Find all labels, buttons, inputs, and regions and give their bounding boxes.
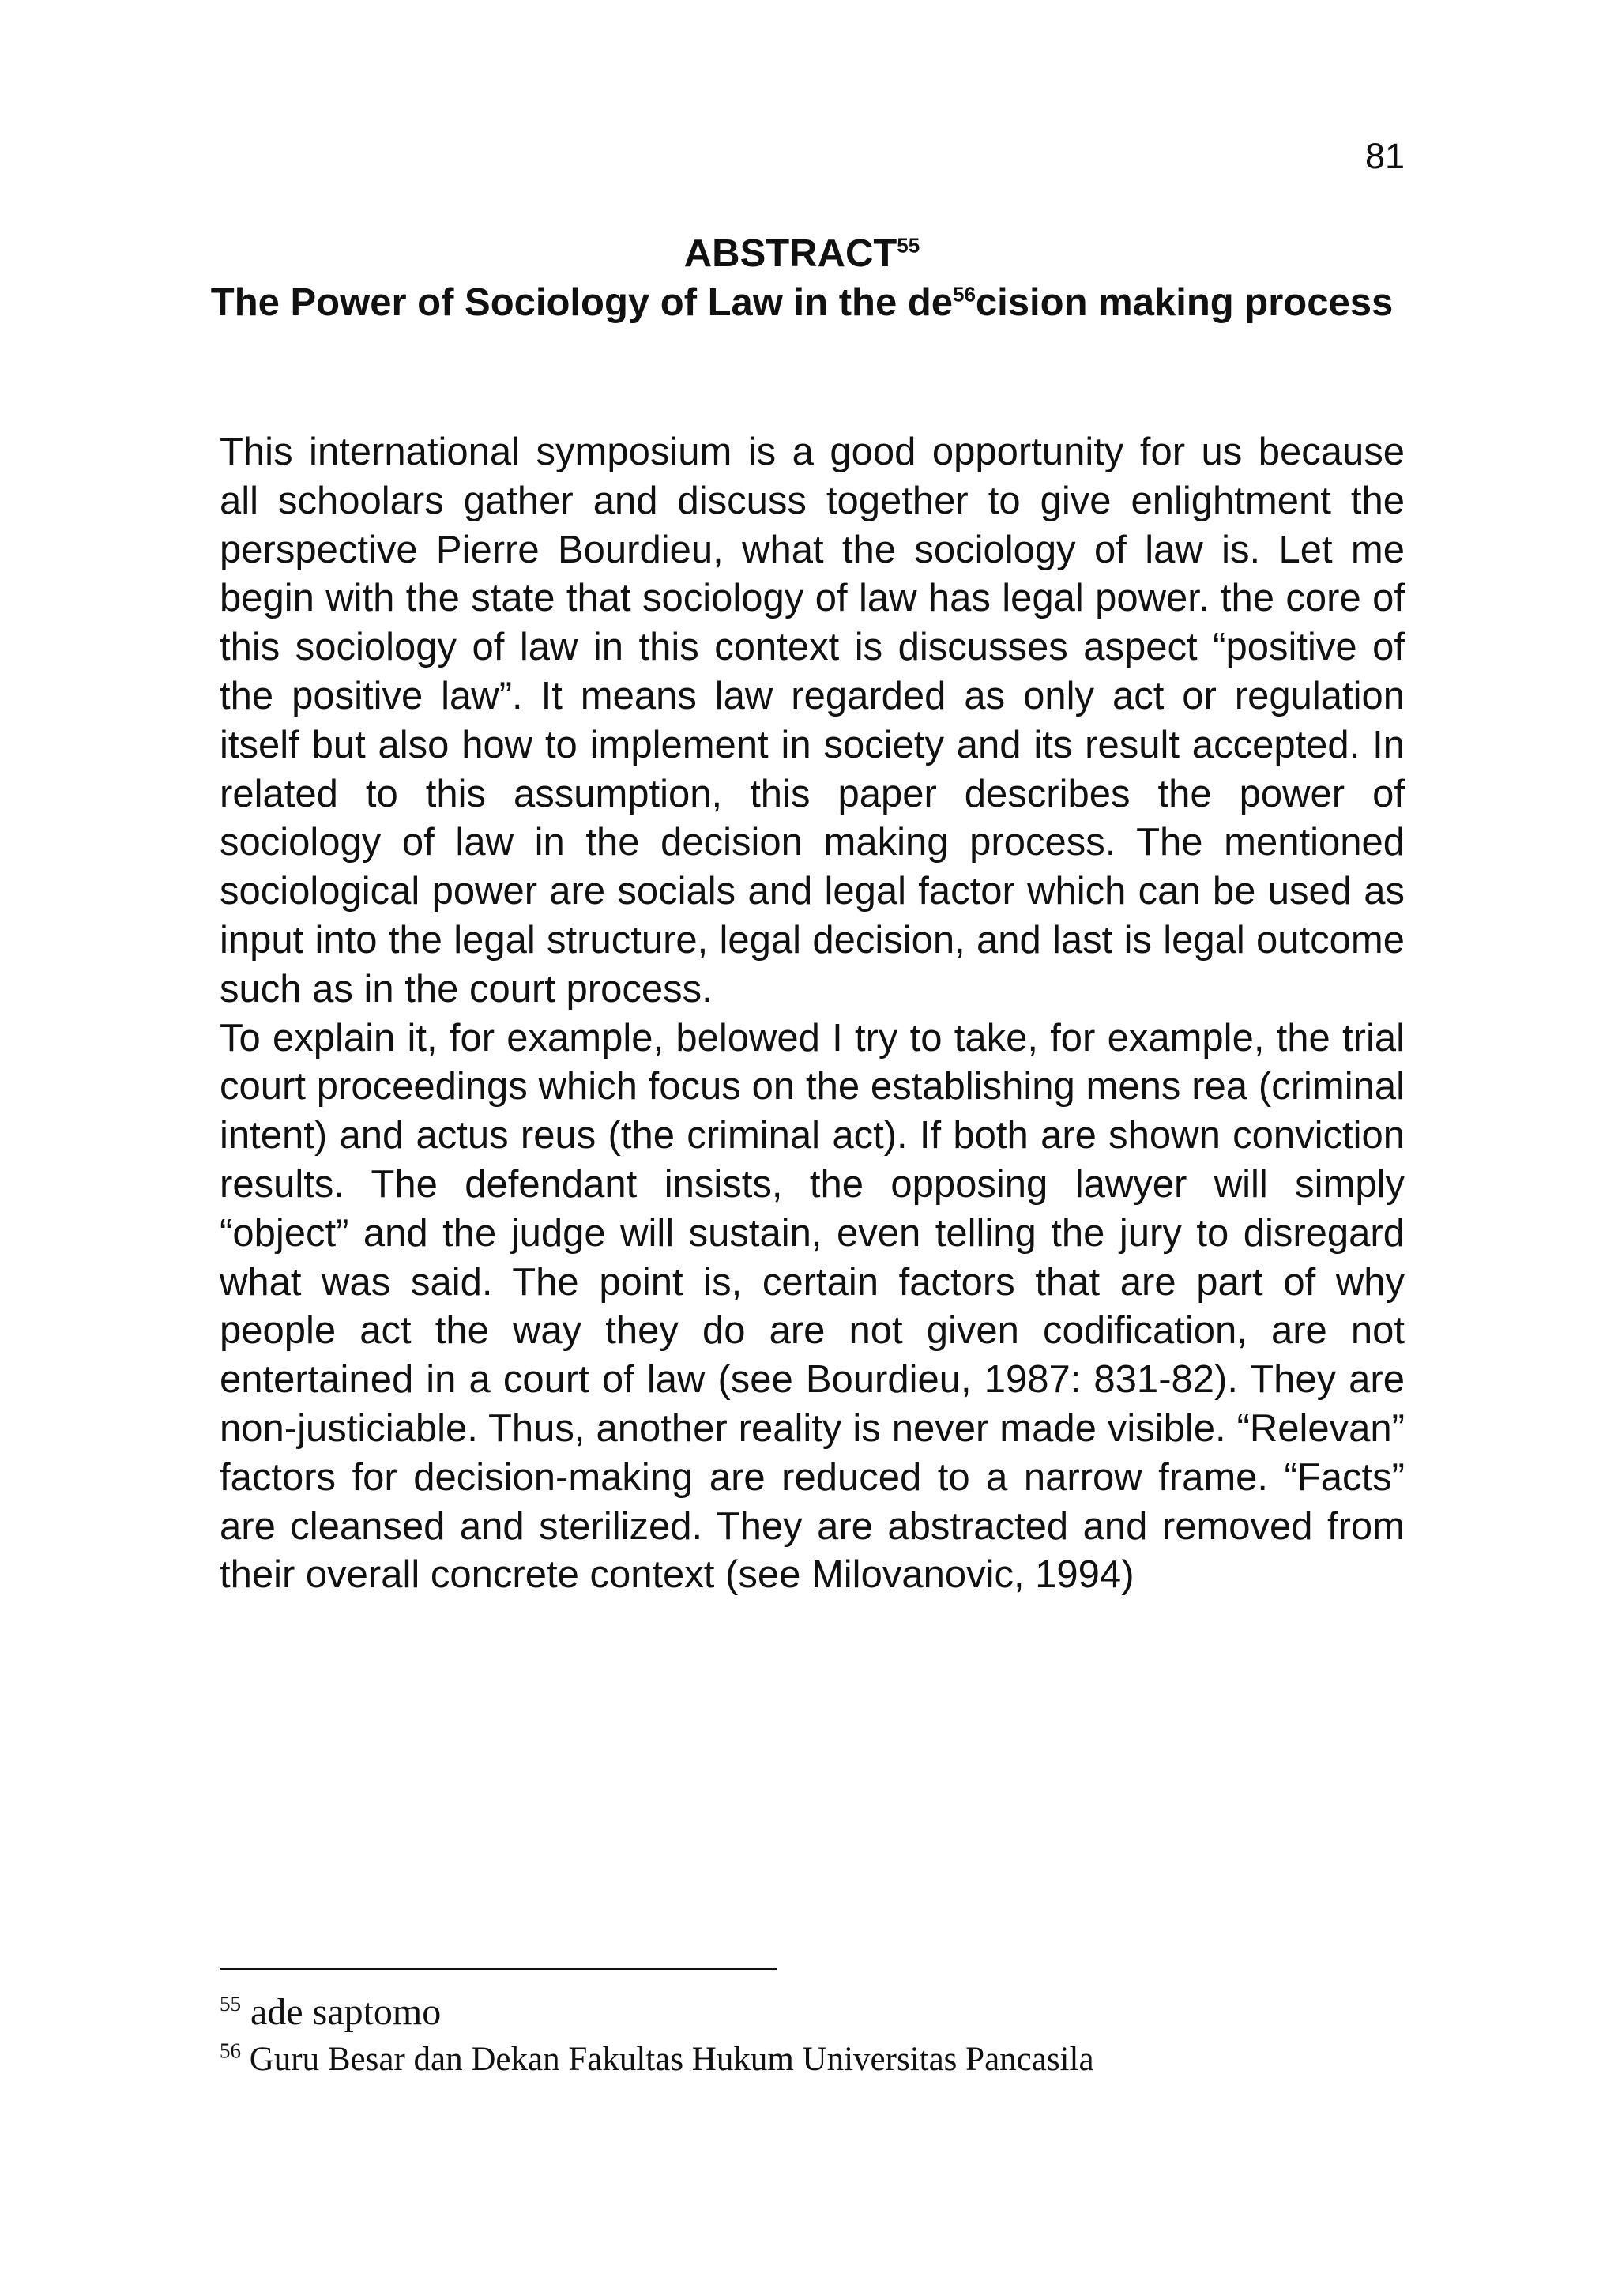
title-part-2: cision making process [975, 281, 1394, 324]
footnote-ref-55: 55 [897, 233, 920, 258]
footnote-56-text: Guru Besar dan Dekan Fakultas Hukum Universitas Pancasila [249, 2041, 1094, 2078]
abstract-body [220, 428, 1405, 1600]
footnote-55-text: ade saptomo [250, 1991, 442, 2033]
footnotes [220, 1988, 1405, 2083]
body-paragraph-2: To explain it, for example, belowed I try to take, for example, the trial court proceedings which focus on the establishing mens rea (criminal intent) and actus reus (the criminal act). If both are shown conviction results. The defendant insists, the opposing lawyer will simply “object” and the judge will sustain, even telling the jury to disregard what was said. The point is, certain factors that are part of why people act the way they do are not given codification, are not entertained in a court of law (see Bourdieu, 1987: 831-82). They are non-justiciable. Thus, another reality is never made visible. “Relevan” factors for decision-making are reduced to a narrow frame. “Facts” are cleansed and sterilized. They are abstracted and removed from their overall concrete context (see Milovanovic, 1994) [220, 1016, 1405, 1597]
footnote-56-number: 56 [220, 2038, 241, 2063]
document-title [198, 278, 1406, 327]
abstract-heading [198, 229, 1406, 327]
footnote-divider [220, 1968, 777, 1970]
footnote-56 [220, 2037, 1405, 2083]
body-paragraph-1: This international symposium is a good opportunity for us because all schoolars gather and discuss together to give enlightment the perspective Pierre Bourdieu, what the sociology of law is. Let me begin with the state that sociology of law has legal power. the core of this sociology of law in this context is discusses aspect “positive of the positive law”. It means law regarded as only act or regulation itself but also how to implement in society and its result accepted. In related to this assumption, this paper describes the power of sociology of law in the decision making process. The mentioned sociological power are socials and legal factor which can be used as input into the legal structure, legal decision, and last is legal outcome such as in the court process. [220, 431, 1405, 1011]
abstract-label-text: ABSTRACT [683, 232, 897, 275]
footnote-55-number: 55 [220, 1992, 241, 2016]
abstract-label [198, 229, 1406, 278]
footnote-ref-56: 56 [953, 282, 976, 307]
title-part-1: The Power of Sociology of Law in the de [210, 281, 953, 324]
footnote-55 [220, 1988, 1405, 2037]
page-number: 81 [1364, 136, 1405, 176]
